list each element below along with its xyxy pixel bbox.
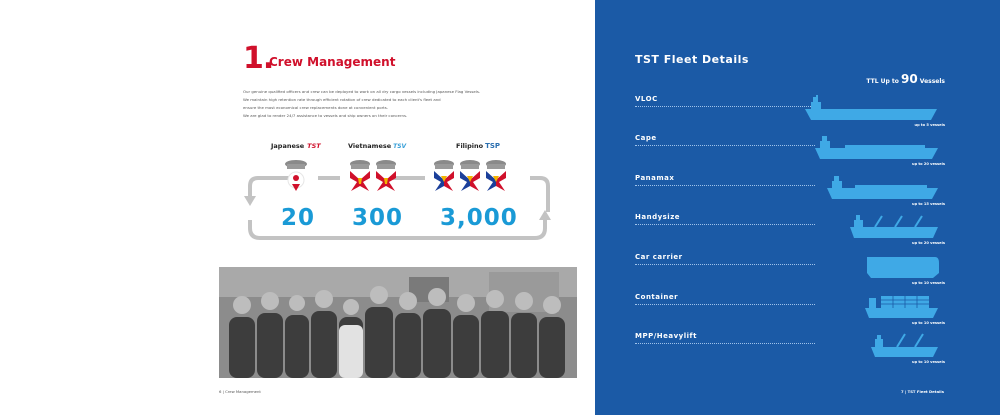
japanese-count: 20: [281, 205, 316, 231]
vessel-name: Cape: [635, 134, 657, 142]
leader-dots: [635, 224, 815, 225]
leader-dots: [635, 304, 815, 305]
intro-line: We maintain high retention rate through efficient rotation of crew dedicated to each client's fleet and: [243, 97, 441, 102]
fleet-details-page: [595, 0, 1000, 415]
heavylift-ship-icon: [871, 332, 940, 358]
section-title: Crew Management: [269, 55, 396, 69]
container-ship-icon: [865, 293, 940, 319]
intro-line: Our genuine qualified officers and crew can be deployed to work on all dry cargo vessels including Japanese Flag Vessels.: [243, 89, 481, 94]
nationality-label: Japanese: [271, 142, 305, 150]
fleet-total-prefix: TTL Up to: [866, 78, 899, 85]
leader-dots: [635, 343, 815, 344]
filipino-count: 3,000: [440, 205, 518, 231]
vessel-row-handysize: [635, 213, 945, 245]
tst-logo: TST: [307, 142, 321, 150]
vietnamese-count: 300: [352, 205, 404, 231]
leader-dots: [635, 264, 815, 265]
bulk-carrier-icon: [827, 174, 940, 200]
vessel-row-cape: [635, 134, 945, 166]
nationality-japanese: [271, 142, 321, 150]
ore-carrier-icon: [805, 95, 940, 121]
fleet-total-number: 90: [900, 72, 918, 86]
vessel-name: Panamax: [635, 174, 675, 182]
vessel-count: up to 20 vessels: [912, 241, 945, 245]
intro-text: [243, 88, 543, 120]
nationality-filipino: [456, 142, 500, 150]
vessel-row-panamax: [635, 174, 945, 206]
vessel-row-mpp-heavylift: [635, 332, 945, 364]
vessel-row-car-carrier: [635, 253, 945, 285]
vessel-name: Handysize: [635, 213, 681, 221]
left-page-footer: 6 | Crew Management: [219, 389, 261, 394]
section-number: 1.: [243, 41, 274, 76]
right-page-footer: 7 | TST Fleet Details: [900, 389, 944, 394]
vessel-count: up to 15 vessels: [912, 202, 945, 206]
intro-line: We are glad to render 24/7 assistance to vessels and ship owners on their concerns.: [243, 113, 408, 118]
fleet-total-suffix: Vessels: [919, 78, 945, 85]
vessel-name: Car carrier: [635, 253, 683, 261]
leader-dots: [635, 145, 815, 146]
fleet-title: TST Fleet Details: [635, 53, 749, 66]
nationality-vietnamese: [348, 142, 406, 150]
nationality-label: Vietnamese: [348, 142, 392, 150]
fleet-total: [866, 72, 945, 86]
leader-dots: [635, 185, 815, 186]
vietnamese-sailor-icon: [350, 160, 370, 191]
vessel-count: up to 10 vessels: [912, 360, 945, 364]
filipino-sailor-icon: [486, 160, 506, 191]
crew-group-photo: [219, 267, 577, 378]
filipino-sailor-icon: [434, 160, 454, 191]
japanese-sailor-icon: [285, 160, 307, 191]
vessel-row-container: [635, 293, 945, 325]
geared-bulk-carrier-icon: [850, 213, 940, 239]
nationality-label: Filipino: [456, 142, 484, 150]
bulk-carrier-icon: [815, 134, 940, 160]
vessel-row-vloc: [635, 95, 945, 127]
vessel-count: up to 5 vessels: [914, 123, 945, 127]
tsv-logo: TSV: [393, 143, 407, 150]
vessel-name: MPP/Heavylift: [635, 332, 697, 340]
vessel-count: up to 10 vessels: [912, 281, 945, 285]
vessel-name: Container: [635, 293, 679, 301]
vessel-count: up to 20 vessels: [912, 162, 945, 166]
intro-line: ensure the most economical crew replacements done at convenient ports.: [243, 105, 389, 110]
tsp-logo: TSP: [485, 142, 501, 150]
car-carrier-icon: [867, 253, 940, 279]
vietnamese-sailor-icon: [376, 160, 396, 191]
vessel-count: up to 10 vessels: [912, 321, 945, 325]
leader-dots: [635, 106, 815, 107]
vessel-name: VLOC: [635, 95, 658, 103]
filipino-sailor-icon: [460, 160, 480, 191]
crew-figures: [280, 158, 520, 192]
